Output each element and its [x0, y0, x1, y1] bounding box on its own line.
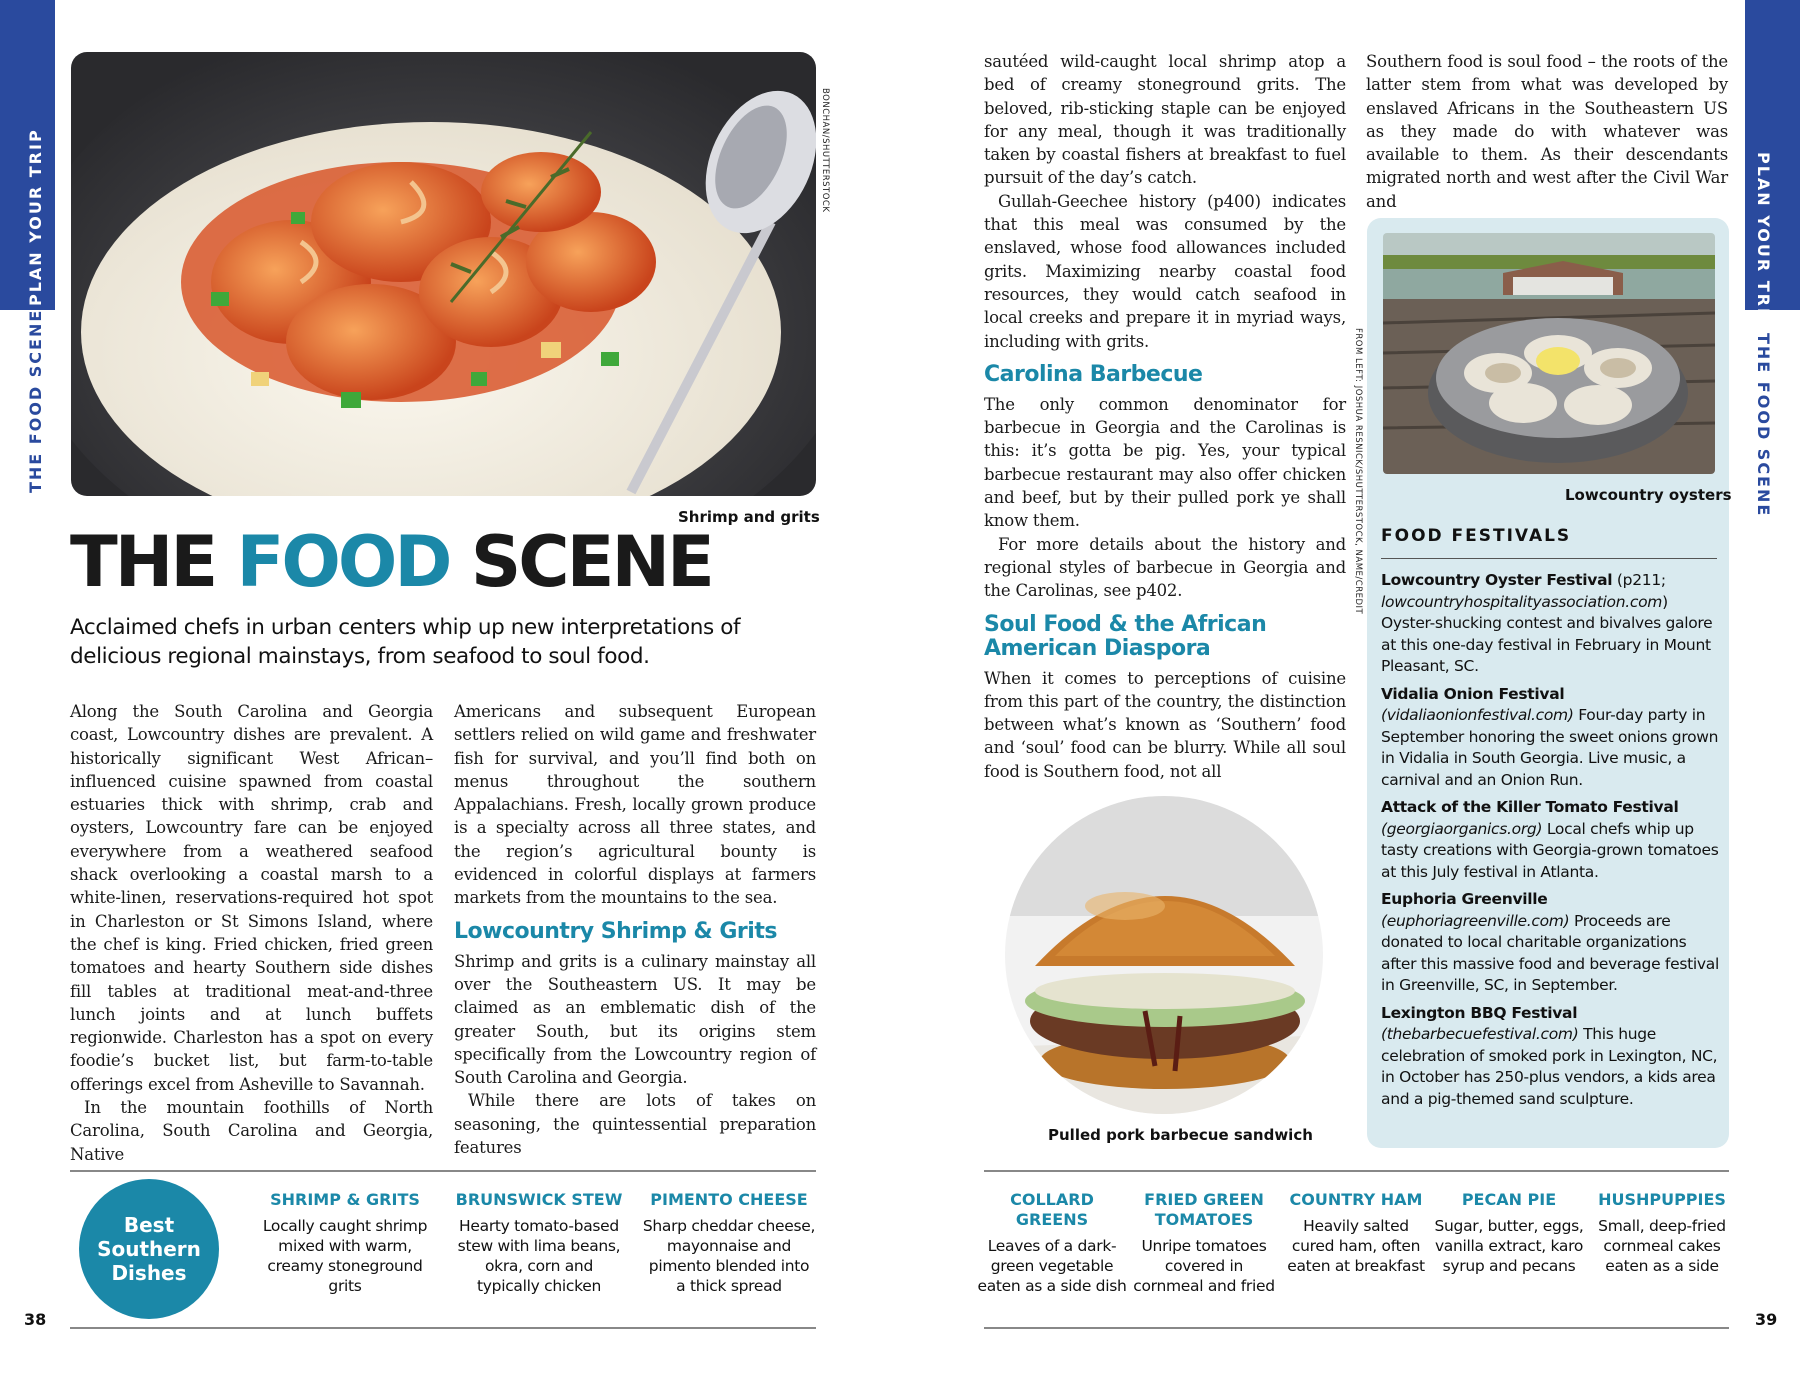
- dish-description: Sharp cheddar cheese, mayonnaise and pimento blended into a thick spread: [642, 1217, 816, 1295]
- section-label-left: PLAN YOUR TRIP: [26, 128, 45, 306]
- festival-name: Euphoria Greenville: [1381, 890, 1548, 908]
- festival-url[interactable]: (euphoriagreenville.com): [1381, 911, 1570, 930]
- festival-desc: This huge celebration of smoked pork in Lexington, NC, in October has 250-plus vendors, a kids area and a pig-themed sand sculpture.: [1381, 1025, 1718, 1108]
- dishes-top-rule-left: [70, 1170, 816, 1172]
- festivals-divider: [1381, 558, 1717, 559]
- festival-name: Lexington BBQ Festival: [1381, 1003, 1578, 1022]
- section-label-right: PLAN YOUR TRIP: [1754, 152, 1773, 330]
- festival-url[interactable]: (thebarbecuefestival.com): [1381, 1025, 1579, 1043]
- paragraph: Gullah-Geechee history (p400) indicates that this meal was consumed by the enslaved, whose food allowances included grits. Maximizing nearby coastal food resources, they would catch seafood in local creeks and prepare it in myriad ways, including with grits.: [984, 191, 1346, 351]
- chapter-label-left: THE FOOD SCENE: [26, 308, 45, 493]
- dish-item: [1281, 1190, 1431, 1276]
- paragraph: Shrimp and grits is a culinary mainstay all over the Southeastern US. It may be claimed as an emblematic dish of the greater South, but its origins stem specifically from the Lowcountry region of South Carolina and Georgia.: [454, 951, 816, 1088]
- festival-desc: Oyster-shucking contest and bivalves galore at this one-day festival in February in Mount Pleasant, SC.: [1381, 614, 1713, 675]
- festival-url[interactable]: (georgiaorganics.org): [1381, 819, 1543, 838]
- paragraph: Along the South Carolina and Georgia coast, Lowcountry dishes are prevalent. A historically significant West African–influenced cuisine spawned from coastal estuaries thick with shrimp, crab and oysters, Lowcountry fare can be enjoyed everywhere from a weathered seafood shack overlooking a coastal marsh to a white-linen, reservations-required hot spot in Charleston or St Simons Island, where the chef is king. Fried chicken, fried green tomatoes and hearty Southern side dishes fill tables at traditional meat-and-three lunch joints and at lunch buffets regionwide. Charleston has a spot on every foodie’s bucket list, but farm-to-table offerings excel from Asheville to Savannah.: [70, 702, 433, 1094]
- title-highlight: FOOD: [236, 521, 450, 603]
- festival-item: [1381, 889, 1721, 997]
- dish-name: FRIED GREEN TOMATOES: [1144, 1190, 1264, 1229]
- festival-desc: Proceeds are donated to local charitable organizations after this massive food and beverage festival in Greenville, SC, in September.: [1381, 911, 1719, 994]
- dish-description: Unripe tomatoes covered in cornmeal and fried: [1133, 1237, 1275, 1295]
- festival-url[interactable]: lowcountryhospitalityassociation.com: [1381, 592, 1663, 611]
- festival-name: Vidalia Onion Festival: [1381, 684, 1565, 703]
- chapter-label-right: THE FOOD SCENE: [1754, 333, 1773, 518]
- festival-desc: Local chefs whip up tasty creations with Georgia-grown tomatoes at this July festival in Atlanta.: [1381, 819, 1719, 881]
- dish-item: [977, 1190, 1127, 1296]
- dish-description: Hearty tomato-based stew with lima beans, okra, corn and typically chicken: [457, 1217, 621, 1295]
- festival-ref-close: ): [1662, 592, 1668, 611]
- dish-item: [1587, 1190, 1737, 1276]
- body-column-4: [1366, 50, 1728, 213]
- paragraph: For more details about the history and regional styles of barbecue in Georgia and the Carolinas, see p402.: [984, 534, 1346, 601]
- dish-name: SHRIMP & GRITS: [270, 1190, 420, 1209]
- paragraph: When it comes to perceptions of cuisine from this part of the country, the distinction between what’s known as ‘Southern’ food and ‘soul’ food can be blurry. While all soul food is Southern food, not all: [984, 668, 1346, 781]
- body-column-2: [454, 700, 816, 1159]
- dish-item: [1129, 1190, 1279, 1296]
- badge-line: Best: [123, 1213, 175, 1237]
- photo-credit-shrimp: BONCHAN/SHUTTERSTOCK: [820, 88, 830, 213]
- festival-url[interactable]: (vidaliaonionfestival.com): [1381, 706, 1574, 724]
- caption-shrimp: Shrimp and grits: [678, 508, 820, 526]
- dishes-bottom-rule-left: [70, 1327, 816, 1329]
- festival-list: [1381, 570, 1721, 1116]
- dishes-top-rule-right: [984, 1170, 1729, 1172]
- body-column-1: [70, 700, 433, 1166]
- dish-description: Locally caught shrimp mixed with warm, creamy stoneground grits: [262, 1217, 428, 1295]
- dishes-bottom-rule-right: [984, 1327, 1729, 1329]
- caption-sandwich: Pulled pork barbecue sandwich: [1048, 1126, 1313, 1144]
- oysters-photo: [1383, 233, 1715, 474]
- dish-name: PECAN PIE: [1461, 1190, 1557, 1209]
- section-heading: Carolina Barbecue: [984, 361, 1203, 387]
- page-number-left: 38: [24, 1310, 47, 1329]
- paragraph: The only common denominator for barbecue in Georgia and the Carolinas is this: it’s gotta be pig. Yes, your typical barbecue restaurant may also offer chicken and beef, but by their pulled pork ye shall know them.: [984, 394, 1346, 531]
- best-dishes-badge: [79, 1179, 219, 1319]
- dish-item: [258, 1190, 432, 1296]
- dish-description: Small, deep-fried cornmeal cakes eaten as a side: [1598, 1217, 1726, 1275]
- shrimp-grits-photo: [71, 52, 816, 496]
- festival-name: Attack of the Killer Tomato Festival: [1381, 798, 1679, 816]
- page-subtitle: Acclaimed chefs in urban centers whip up new interpretations of delicious regional mainstays, from seafood to soul food.: [70, 615, 741, 669]
- title-part-2: SCENE: [449, 521, 712, 603]
- paragraph: In the mountain foothills of North Carolina, South Carolina and Georgia, Native: [70, 1098, 433, 1164]
- dish-name: COUNTRY HAM: [1289, 1190, 1423, 1209]
- badge-line: Dishes: [111, 1261, 187, 1285]
- badge-line: Southern: [97, 1237, 201, 1261]
- page-title: [70, 521, 712, 603]
- festival-desc: Four-day party in September honoring the sweet onions grown in Vidalia in South Georgia. Live music, a carnival and an Onion Run.: [1381, 706, 1719, 789]
- dish-name: BRUNSWICK STEW: [455, 1190, 623, 1209]
- body-column-3: [984, 50, 1346, 783]
- festival-ref: (p211;: [1612, 571, 1666, 589]
- festival-item: [1381, 1003, 1721, 1111]
- dish-name: HUSHPUPPIES: [1598, 1190, 1726, 1209]
- page-number-right: 39: [1755, 1310, 1778, 1329]
- paragraph: Southern food is soul food – the roots of the latter stem from what was developed by enslaved Africans in the Southeastern US as they made do with whatever was available to them. As their descendants migrated north and west after the Civil War and: [1366, 52, 1728, 211]
- title-part-1: THE: [70, 521, 237, 603]
- paragraph: Americans and subsequent European settlers relied on wild game and freshwater fish for survival, and you’ll find both on menus throughout the southern Appalachians. Fresh, locally grown produce is a specialty across all three states, and the region’s agricultural bounty is evidenced in colorful displays at farmers markets from the mountains to the sea.: [454, 702, 816, 908]
- dish-item: [1434, 1190, 1584, 1276]
- dish-description: Heavily salted cured ham, often eaten at breakfast: [1287, 1217, 1425, 1275]
- dish-item: [642, 1190, 816, 1296]
- pulled-pork-sandwich-photo: [1005, 796, 1323, 1114]
- dish-name: PIMENTO CHEESE: [650, 1190, 808, 1209]
- paragraph: sautéed wild-caught local shrimp atop a bed of creamy stoneground grits. The beloved, rib-sticking staple can be enjoyed for any meal, though it was traditionally taken by coastal fishers at breakfast to fuel pursuit of the day’s catch.: [984, 52, 1346, 188]
- festival-item: [1381, 797, 1721, 883]
- section-heading: Lowcountry Shrimp & Grits: [454, 918, 777, 944]
- caption-oysters: Lowcountry oysters: [1565, 486, 1732, 504]
- photo-credit-right: FROM LEFT: JOSHUA RESNICK/SHUTTERSTOCK, NAME/CREDIT: [1353, 328, 1363, 615]
- dish-item: [452, 1190, 626, 1296]
- dish-description: Sugar, butter, eggs, vanilla extract, karo syrup and pecans: [1434, 1217, 1584, 1275]
- dish-name: COLLARD GREENS: [1010, 1190, 1094, 1229]
- festival-item: [1381, 684, 1721, 792]
- festivals-heading: FOOD FESTIVALS: [1381, 526, 1572, 546]
- paragraph: While there are lots of takes on seasoning, the quintessential preparation features: [454, 1091, 816, 1158]
- festival-item: [1381, 570, 1721, 678]
- dish-description: Leaves of a dark-green vegetable eaten as a side dish: [977, 1237, 1127, 1295]
- festival-name: Lowcountry Oyster Festival: [1381, 571, 1613, 589]
- section-heading: Soul Food & the African American Diaspora: [984, 611, 1267, 661]
